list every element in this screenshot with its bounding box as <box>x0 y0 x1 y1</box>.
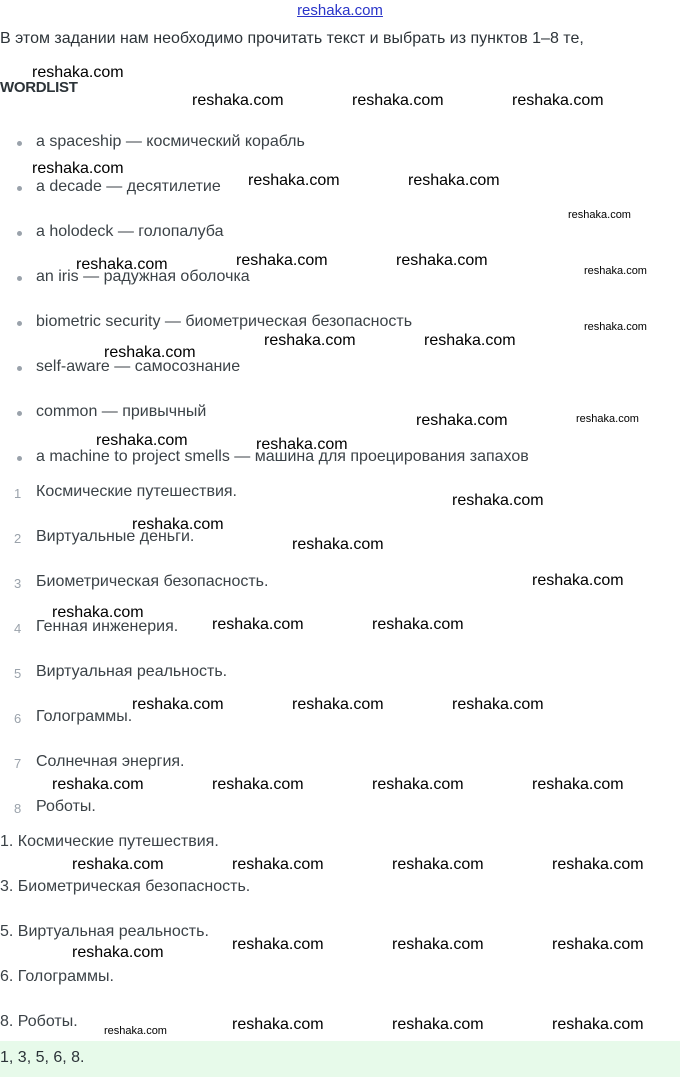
watermark: reshaka.com <box>372 616 464 633</box>
watermark: reshaka.com <box>192 92 284 109</box>
option-item: Биометрическая безопасность. <box>36 573 269 590</box>
option-item: Роботы. <box>36 798 96 815</box>
watermark: reshaka.com <box>352 92 444 109</box>
watermark: reshaka.com <box>372 776 464 793</box>
watermark: reshaka.com <box>512 92 604 109</box>
option-item: Виртуальные деньги. <box>36 528 195 545</box>
bullet-icon <box>17 366 22 371</box>
watermark: reshaka.com <box>392 856 484 873</box>
option-number: 4 <box>14 621 22 636</box>
option-number: 1 <box>14 486 22 501</box>
bullet-icon <box>17 456 22 461</box>
watermark: reshaka.com <box>396 252 488 269</box>
watermark: reshaka.com <box>212 776 304 793</box>
option-number: 2 <box>14 531 22 546</box>
watermark: reshaka.com <box>52 776 144 793</box>
bullet-icon <box>17 186 22 191</box>
wordlist-item: self-aware — самосознание <box>36 358 241 375</box>
watermark: reshaka.com <box>72 856 164 873</box>
watermark: reshaka.com <box>248 172 340 189</box>
selected-item: 1. Космические путешествия. <box>0 833 219 850</box>
watermark: reshaka.com <box>52 604 144 621</box>
watermark: reshaka.com <box>424 332 516 349</box>
watermark: reshaka.com <box>408 172 500 189</box>
option-number: 8 <box>14 801 22 816</box>
selected-item: 3. Биометрическая безопасность. <box>0 878 251 895</box>
watermark: reshaka.com <box>532 572 624 589</box>
watermark: reshaka.com <box>72 944 164 961</box>
watermark: reshaka.com <box>292 696 384 713</box>
answer-text: 1, 3, 5, 6, 8. <box>0 1049 85 1066</box>
watermark: reshaka.com <box>232 1016 324 1033</box>
option-item: Солнечная энергия. <box>36 753 185 770</box>
selected-item: 6. Голограммы. <box>0 968 114 985</box>
watermark: reshaka.com <box>392 1016 484 1033</box>
watermark: reshaka.com <box>96 432 188 449</box>
option-number: 5 <box>14 666 22 681</box>
bullet-icon <box>17 141 22 146</box>
option-item: Голограммы. <box>36 708 133 725</box>
watermark: reshaka.com <box>232 856 324 873</box>
option-item: Космические путешествия. <box>36 483 237 500</box>
wordlist-item: a decade — десятилетие <box>36 178 221 195</box>
option-number: 6 <box>14 711 22 726</box>
watermark: reshaka.com <box>132 696 224 713</box>
option-number: 7 <box>14 756 22 771</box>
bullet-icon <box>17 321 22 326</box>
selected-item: 8. Роботы. <box>0 1013 78 1030</box>
bullet-icon <box>17 276 22 281</box>
watermark: reshaka.com <box>452 696 544 713</box>
watermark: reshaka.com <box>232 936 324 953</box>
wordlist-item: a holodeck — голопалуба <box>36 223 224 240</box>
wordlist-heading: WORDLIST <box>0 79 78 96</box>
site-link[interactable]: reshaka.com <box>297 2 383 19</box>
watermark: reshaka.com <box>532 776 624 793</box>
option-item: Виртуальная реальность. <box>36 663 228 680</box>
watermark: reshaka.com <box>552 856 644 873</box>
watermark: reshaka.com <box>236 252 328 269</box>
watermark: reshaka.com <box>32 160 124 177</box>
wordlist-item: biometric security — биометрическая безопасность <box>36 313 413 330</box>
watermark: reshaka.com <box>552 1016 644 1033</box>
watermark: reshaka.com <box>264 332 356 349</box>
answer-box <box>0 1041 680 1077</box>
watermark: reshaka.com <box>292 536 384 553</box>
watermark: reshaka.com <box>576 413 639 425</box>
watermark: reshaka.com <box>452 492 544 509</box>
watermark: reshaka.com <box>104 344 196 361</box>
watermark: reshaka.com <box>392 936 484 953</box>
watermark: reshaka.com <box>584 321 647 333</box>
watermark: reshaka.com <box>416 412 508 429</box>
intro-text: В этом задании нам необходимо прочитать текст и выбрать из пунктов 1–8 те, <box>0 30 584 47</box>
watermark: reshaka.com <box>256 436 348 453</box>
watermark: reshaka.com <box>132 516 224 533</box>
bullet-icon <box>17 411 22 416</box>
watermark: reshaka.com <box>552 936 644 953</box>
watermark: reshaka.com <box>212 616 304 633</box>
watermark: reshaka.com <box>32 64 124 81</box>
bullet-icon <box>17 231 22 236</box>
option-item: Генная инженерия. <box>36 618 179 635</box>
watermark: reshaka.com <box>76 256 168 273</box>
wordlist-item: an iris — радужная оболочка <box>36 268 250 285</box>
watermark: reshaka.com <box>568 209 631 221</box>
wordlist-item: a spaceship — космический корабль <box>36 133 305 150</box>
option-number: 3 <box>14 576 22 591</box>
wordlist-item: common — привычный <box>36 403 207 420</box>
wordlist-item: a machine to project smells — машина для проецирования запахов <box>36 448 529 465</box>
watermark: reshaka.com <box>584 265 647 277</box>
selected-item: 5. Виртуальная реальность. <box>0 923 209 940</box>
watermark: reshaka.com <box>104 1025 167 1037</box>
